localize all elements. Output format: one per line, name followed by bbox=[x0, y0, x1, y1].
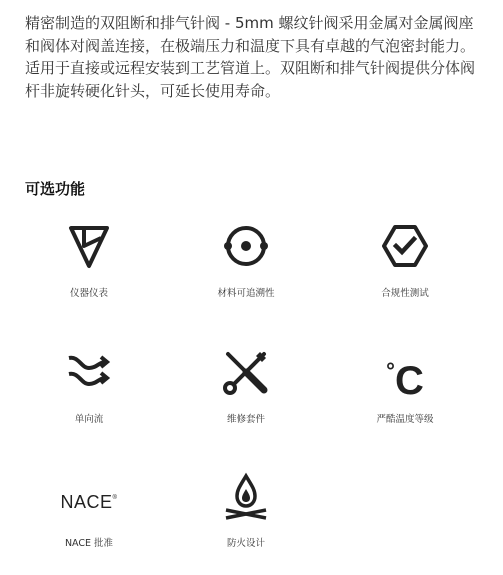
optional-features-title: 可选功能 bbox=[25, 180, 86, 198]
repair-tools-icon bbox=[222, 348, 270, 396]
feature-label: 单向流 bbox=[74, 414, 104, 425]
intro-paragraph: 精密制造的双阻断和排气针阀 - 5mm 螺纹针阀采用金属对金属阀座和阀体对阀盖连接，在极端压力和温度下具有卓越的气泡密封能力。适用于直接或远程安装到工艺管道上。双阻断和排气针阀提供分体阀杆非旋转硬化针头，可延长使用寿命。 bbox=[25, 14, 476, 100]
gauge-icon bbox=[65, 222, 113, 270]
feature-severe-temperature-rating bbox=[330, 348, 480, 426]
feature-label: 材料可追溯性 bbox=[217, 288, 275, 299]
compliance-check-icon bbox=[381, 222, 429, 270]
feature-material-traceability bbox=[171, 222, 321, 300]
traceability-icon bbox=[222, 222, 270, 270]
nace-logo: NACE® bbox=[60, 492, 118, 512]
feature-unidirectional-flow bbox=[14, 348, 164, 426]
feature-label: 仪器仪表 bbox=[69, 288, 108, 299]
feature-label: NACE 批准 bbox=[64, 538, 114, 549]
feature-nace-approval bbox=[14, 472, 164, 550]
temperature-celsius-icon: °C bbox=[386, 358, 424, 403]
feature-instrumentation bbox=[14, 222, 164, 300]
feature-label: 防火设计 bbox=[226, 538, 265, 549]
flow-arrows-icon bbox=[65, 348, 113, 396]
feature-label: 合规性测试 bbox=[381, 288, 429, 299]
feature-label: 严酷温度等级 bbox=[376, 414, 434, 425]
feature-fireproof-design bbox=[171, 472, 321, 550]
feature-repair-kits bbox=[171, 348, 321, 426]
feature-label: 维修套件 bbox=[226, 414, 265, 425]
fire-icon bbox=[222, 472, 270, 520]
feature-compliance-testing bbox=[330, 222, 480, 300]
